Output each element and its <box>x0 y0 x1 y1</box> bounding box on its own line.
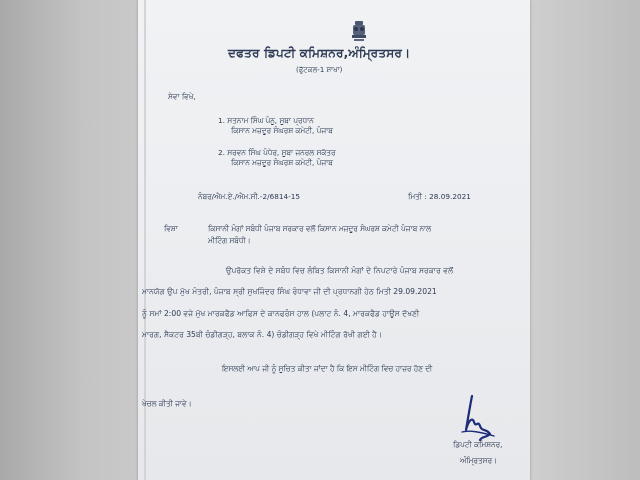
closing-line-1: ਇਸਲਈ ਆਪ ਜੀ ਨੂੰ ਸੂਚਿਤ ਕੀਤਾ ਜਾਂਦਾ ਹੈ ਕਿ ਇਸ ਮੀਟਿੰਗ ਵਿਚ ਹਾਜ਼ਰ ਹੋਣ ਦੀ <box>222 364 433 373</box>
subject-label: ਵਿਸ਼ਾ <box>164 224 178 233</box>
closing-line-2: ਖੇਚਲ ਕੀਤੀ ਜਾਵੇ। <box>142 399 192 408</box>
recipient-2-line-2: ਕਿਸਾਨ ਮਜ਼ਦੂਰ ਸੰਘਰਸ਼ ਕਮੇਟੀ, ਪੰਜਾਬ <box>231 158 333 167</box>
recipient-1-line-1: 1. ਸਤਨਾਮ ਸਿੰਘ ਪੰਨੂ, ਸੂਬਾ ਪ੍ਰਧਾਨ <box>218 116 314 125</box>
office-title: ਦਫਤਰ ਡਿਪਟੀ ਕਮਿਸ਼ਨਰ,ਅੰਮ੍ਰਿਤਸਰ। <box>228 46 411 60</box>
recipient-1-line-2: ਕਿਸਾਨ ਮਜ਼ਦੂਰ ਸੰਘਰਸ਼ ਕਮੇਟੀ, ਪੰਜਾਬ <box>231 126 333 135</box>
salutation: ਸੇਵਾ ਵਿਖੇ, <box>168 92 196 101</box>
body-line-1: ਉਪਰੋਕਤ ਵਿਸ਼ੇ ਦੇ ਸਬੰਧ ਵਿਚ ਲੰਬਿਤ ਕਿਸਾਨੀ ਮੰਗਾਂ ਦੇ ਨਿਪਟਾਰੇ ਪੰਜਾਬ ਸਰਕਾਰ ਵਲੋਂ <box>226 266 454 275</box>
letter-page <box>138 0 530 480</box>
body-line-3: ਨੂੰ ਸਮਾਂ 2:00 ਵਜੇ ਮੁੱਖ ਮਾਰਕਫੈਡ ਆਫਿਸ ਦੇ ਕਾਨਫਰੰਸ ਹਾਲ (ਪਲਾਟ ਨੰ. 4, ਮਾਰਕਫੈਡ ਹਾਊਸ ਦੱਖਣੀ <box>142 309 420 318</box>
reference-number: ਨੰਬਰ/ਐਮ.ਏ./ਐਮ.ਸੀ.-2/6814-15 <box>198 192 301 201</box>
recipient-2-line-1: 2. ਸਰਵਨ ਸਿੰਘ ਪੰਧੇਰ, ਸੂਬਾ ਜਨਰਲ ਸਕੱਤਰ <box>218 148 336 157</box>
branch-name: (ਫੁੱਟਕਲ-1 ਸ਼ਾਖਾ) <box>296 66 343 74</box>
body-line-2: ਮਾਨਯੋਗ ਉਪ ਮੁੱਖ ਮੰਤਰੀ, ਪੰਜਾਬ ਸ੍ਰੀ ਸੁਖਜਿੰਦਰ ਸਿੰਘ ਰੰਧਾਵਾ ਜੀ ਦੀ ਪ੍ਰਧਾਨਗੀ ਹੇਠ ਮਿਤੀ 29.09.2021 <box>142 287 437 296</box>
subject-line-1: ਕਿਸਾਨੀ ਮੰਗਾਂ ਸਬੰਧੀ ਪੰਜਾਬ ਸਰਕਾਰ ਵਲੋਂ ਕਿਸਾਨ ਮਜ਼ਦੂਰ ਸੰਘਰਸ਼ ਕਮੇਟੀ ਪੰਜਾਬ ਨਾਲ <box>208 224 432 233</box>
body-line-4: ਮਾਰਗ, ਸੈਕਟਰ 35ਬੀ ਚੰਡੀਗੜ੍ਹ, ਬਲਾਕ ਨੰ. 4) ਚੰਡੀਗੜ੍ਹ ਵਿਖੇ ਮੀਟਿੰਗ ਰੱਖੀ ਗਈ ਹੈ। <box>142 330 382 339</box>
background-left <box>0 0 140 480</box>
letter-date: ਮਿਤੀ : 28.09.2021 <box>408 192 471 201</box>
signatory-title: ਡਿਪਟੀ ਕਮਿਸ਼ਨਰ, <box>453 440 503 449</box>
background-right <box>528 0 640 480</box>
subject-line-2: ਮੀਟਿੰਗ ਸਬੰਧੀ। <box>208 236 251 245</box>
state-emblem-seal-icon <box>348 20 370 44</box>
signatory-place: ਅੰਮ੍ਰਿਤਸਰ। <box>460 456 497 465</box>
